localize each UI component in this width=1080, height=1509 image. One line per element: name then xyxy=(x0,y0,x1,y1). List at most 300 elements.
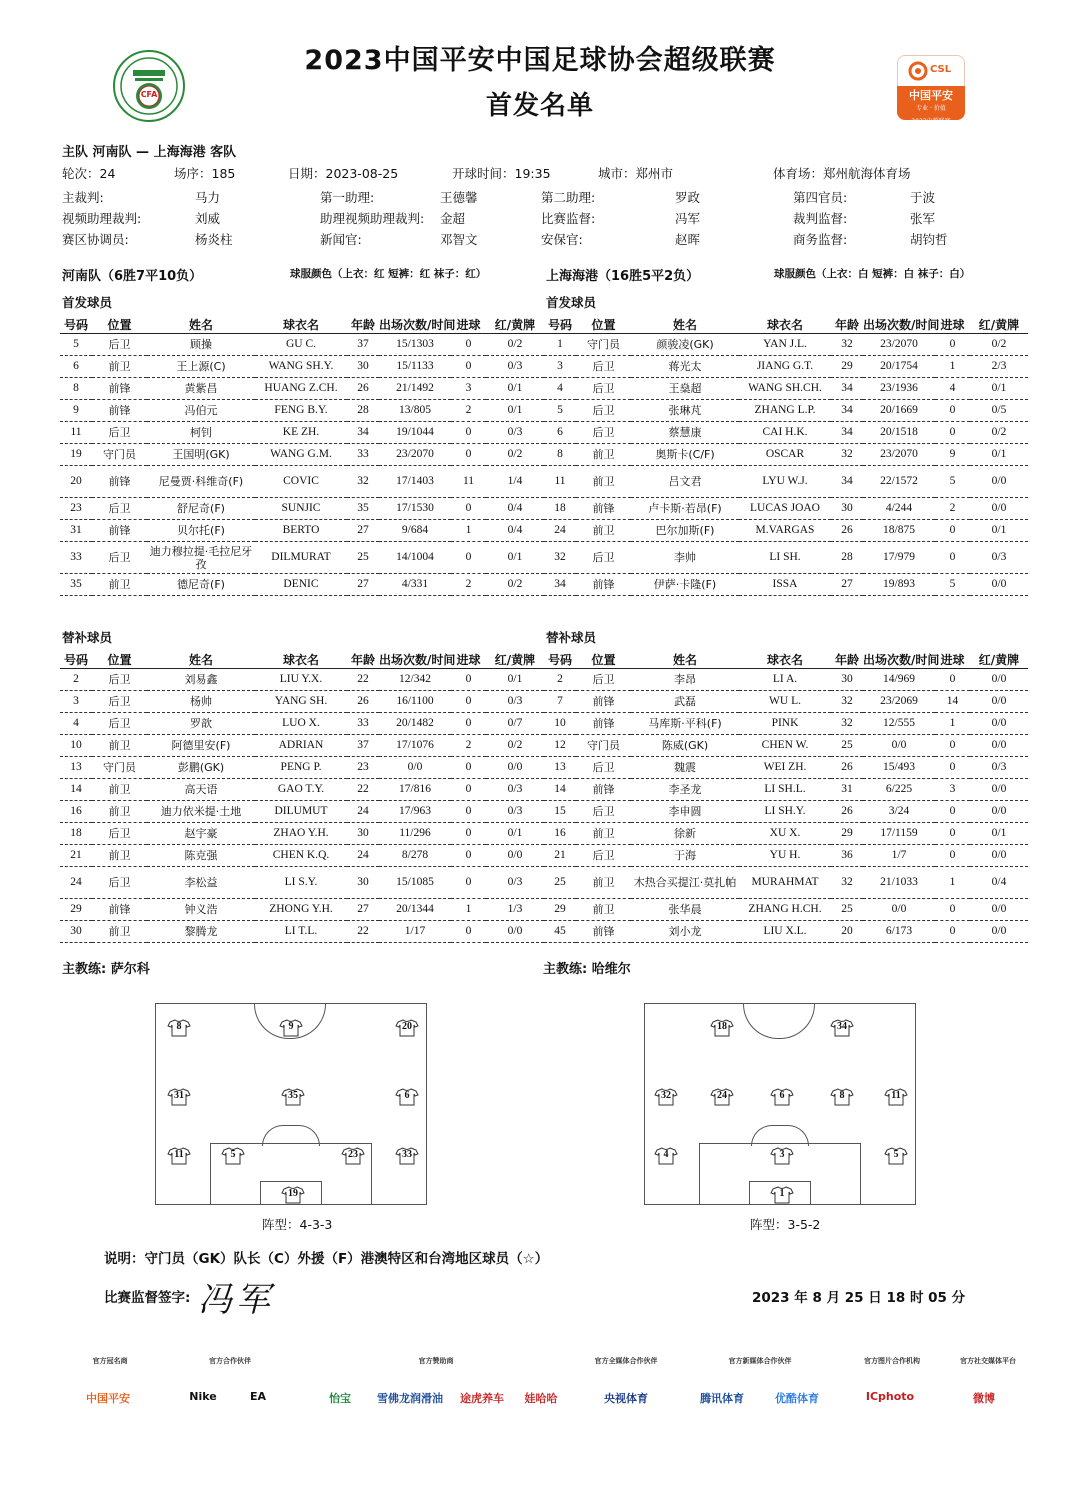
kickoff-time: 开球时间：19:35 xyxy=(452,166,551,181)
cell: 33 xyxy=(60,542,92,574)
table-row xyxy=(60,669,544,691)
cell: MURAHMAT xyxy=(739,867,831,899)
cell: 0 xyxy=(935,757,970,779)
cell: 陈克强 xyxy=(147,845,255,867)
column-header: 球衣名 xyxy=(255,651,347,669)
cell: 21 xyxy=(544,845,576,867)
cell: 27 xyxy=(347,899,379,921)
cell: 25 xyxy=(544,867,576,899)
sponsor-logo: 微博 xyxy=(973,1392,995,1405)
cell: 前卫 xyxy=(576,520,631,542)
table-row xyxy=(544,801,1028,823)
table-row xyxy=(60,735,544,757)
cell: 0/5 xyxy=(970,400,1028,422)
shirt-number: 23 xyxy=(348,1149,358,1160)
cell: 2 xyxy=(451,400,486,422)
cell: 8 xyxy=(60,378,92,400)
cell: 李帅 xyxy=(631,542,739,574)
cell: 前锋 xyxy=(576,498,631,520)
cell: 彭鹏(GK) xyxy=(147,757,255,779)
cell: 迪力穆拉提·毛拉尼牙孜 xyxy=(147,542,255,574)
cell: ADRIAN xyxy=(255,735,347,757)
cell: 前锋 xyxy=(576,779,631,801)
table-row xyxy=(544,735,1028,757)
officials-grid xyxy=(0,188,1080,252)
cell: 22 xyxy=(347,779,379,801)
cell: 0 xyxy=(451,334,486,356)
cell: 26 xyxy=(831,801,863,823)
cell: 奥斯卡(C/F) xyxy=(631,444,739,466)
player-shirt-icon xyxy=(280,1019,302,1037)
cell: 2 xyxy=(451,735,486,757)
shirt-number: 24 xyxy=(717,1090,727,1101)
cell: 1 xyxy=(544,334,576,356)
player-shirt-icon xyxy=(168,1019,190,1037)
cell: 32 xyxy=(831,444,863,466)
cell: 前锋 xyxy=(92,378,147,400)
shirt-number: 11 xyxy=(891,1090,901,1101)
cell: 张琳芃 xyxy=(631,400,739,422)
cell: 后卫 xyxy=(92,867,147,899)
cell: 后卫 xyxy=(576,422,631,444)
cell: 28 xyxy=(347,400,379,422)
cell: 守门员 xyxy=(92,757,147,779)
column-header: 年龄 xyxy=(347,651,379,669)
player-shirt-icon xyxy=(282,1088,304,1106)
cell: 李申圆 xyxy=(631,801,739,823)
cell: WEI ZH. xyxy=(739,757,831,779)
cell: 11 xyxy=(60,422,92,444)
cell: 前卫 xyxy=(576,899,631,921)
cell: BERTO xyxy=(255,520,347,542)
cell: 45 xyxy=(544,921,576,943)
cell: 后卫 xyxy=(576,542,631,574)
cell: 王燊超 xyxy=(631,378,739,400)
cell: 杨帅 xyxy=(147,691,255,713)
match-date: 日期：2023-08-25 xyxy=(288,166,399,181)
cell: 徐新 xyxy=(631,823,739,845)
cell: 前锋 xyxy=(576,921,631,943)
cell: 23 xyxy=(347,757,379,779)
cell: 1 xyxy=(935,713,970,735)
cell: 3 xyxy=(60,691,92,713)
official-role: 第一助理: xyxy=(320,190,375,205)
sponsor-logo: 优酷体育 xyxy=(775,1392,819,1405)
cell: 0 xyxy=(935,542,970,574)
cell: 15/493 xyxy=(863,757,935,779)
column-header: 位置 xyxy=(92,316,147,334)
cell: 柯钊 xyxy=(147,422,255,444)
cell: 0 xyxy=(451,498,486,520)
cell: 0 xyxy=(935,422,970,444)
cell: 后卫 xyxy=(576,757,631,779)
cell: 26 xyxy=(347,378,379,400)
cell: 0 xyxy=(451,444,486,466)
cell: 0/0 xyxy=(486,757,544,779)
table-row xyxy=(60,823,544,845)
cell: LI T.L. xyxy=(255,921,347,943)
cell: 1 xyxy=(935,356,970,378)
cell: 0/0 xyxy=(970,669,1028,691)
cell: 魏震 xyxy=(631,757,739,779)
cell: 1/7 xyxy=(863,845,935,867)
player-shirt-icon xyxy=(831,1088,853,1106)
cell: 26 xyxy=(831,520,863,542)
cell: 33 xyxy=(347,444,379,466)
table-row xyxy=(60,713,544,735)
cell: JIANG G.T. xyxy=(739,356,831,378)
cell: 5 xyxy=(935,466,970,498)
sign-time: 2023 年 8 月 25 日 18 时 05 分 xyxy=(752,1290,966,1306)
shirt-number: 34 xyxy=(837,1021,847,1032)
column-header: 姓名 xyxy=(147,651,255,669)
cell: 0/3 xyxy=(486,691,544,713)
player-shirt-icon xyxy=(885,1088,907,1106)
away-coach: 主教练: 哈维尔 xyxy=(543,962,631,977)
cell: 4 xyxy=(544,378,576,400)
column-header: 出场次数/时间 xyxy=(863,653,940,667)
official-name: 赵晖 xyxy=(675,232,701,247)
cell: 前卫 xyxy=(92,574,147,596)
shirt-number: 1 xyxy=(779,1188,785,1199)
table-row xyxy=(60,400,544,422)
cell: 0/3 xyxy=(970,542,1028,574)
player-shirt-icon xyxy=(168,1088,190,1106)
cell: 16 xyxy=(60,801,92,823)
home-team-record: 河南队（6胜7平10负） xyxy=(62,269,203,284)
cell: 0/1 xyxy=(486,542,544,574)
cell: 0/4 xyxy=(970,867,1028,899)
cell: 19/1044 xyxy=(379,422,451,444)
table-row xyxy=(544,823,1028,845)
official-role: 商务监督: xyxy=(793,232,848,247)
table-row xyxy=(544,899,1028,921)
cell: 20/1669 xyxy=(863,400,935,422)
cell: 0/1 xyxy=(970,444,1028,466)
cell: 赵宇豪 xyxy=(147,823,255,845)
cell: 15/1303 xyxy=(379,334,451,356)
shirt-number: 33 xyxy=(402,1149,412,1160)
cell: 24 xyxy=(347,801,379,823)
cell: 30 xyxy=(831,669,863,691)
cell: 5 xyxy=(60,334,92,356)
table-row xyxy=(60,691,544,713)
cell: 16/1100 xyxy=(379,691,451,713)
shirt-number: 8 xyxy=(176,1021,182,1032)
cell: 18 xyxy=(544,498,576,520)
cell: 17/1159 xyxy=(863,823,935,845)
cell: 7 xyxy=(544,691,576,713)
table-row xyxy=(544,378,1028,400)
cell: 21/1033 xyxy=(863,867,935,899)
table-row xyxy=(60,921,544,943)
column-header: 年龄 xyxy=(347,316,379,334)
cell: 0 xyxy=(935,334,970,356)
cell: 6 xyxy=(544,422,576,444)
sponsor-logo: 中国平安 xyxy=(86,1392,130,1405)
cell: 32 xyxy=(831,691,863,713)
cell: 0/0 xyxy=(970,466,1028,498)
cell: 前卫 xyxy=(576,466,631,498)
cell: 27 xyxy=(347,520,379,542)
cell: 20/1754 xyxy=(863,356,935,378)
cell: 34 xyxy=(831,466,863,498)
cell: 36 xyxy=(831,845,863,867)
cell: 35 xyxy=(347,498,379,520)
cell: 15/1133 xyxy=(379,356,451,378)
supervisor-signature: 冯军 xyxy=(198,1280,274,1320)
column-header: 号码 xyxy=(60,316,92,334)
table-row xyxy=(60,334,544,356)
cell: 0/1 xyxy=(970,520,1028,542)
page-subtitle: 首发名单 xyxy=(485,91,594,121)
table-row xyxy=(544,400,1028,422)
cell: 34 xyxy=(544,574,576,596)
cell: 前锋 xyxy=(92,520,147,542)
cell: 0/4 xyxy=(486,520,544,542)
cell: LI SH. xyxy=(739,542,831,574)
cell: 24 xyxy=(544,520,576,542)
column-header: 年龄 xyxy=(831,316,863,334)
away-formation-pitch xyxy=(644,1003,916,1205)
cell: LYU W.J. xyxy=(739,466,831,498)
cell: 后卫 xyxy=(576,378,631,400)
shirt-number: 4 xyxy=(663,1149,669,1160)
table-row xyxy=(544,334,1028,356)
cell: 13/805 xyxy=(379,400,451,422)
shirt-number: 9 xyxy=(288,1021,294,1032)
column-header: 球衣名 xyxy=(739,316,831,334)
official-role: 裁判监督: xyxy=(793,211,848,226)
cell: 0/0 xyxy=(970,845,1028,867)
cell: 0/0 xyxy=(970,921,1028,943)
cell: 23/2070 xyxy=(863,334,935,356)
cell: LIU Y.X. xyxy=(255,669,347,691)
cell: 22 xyxy=(347,921,379,943)
column-header: 球衣名 xyxy=(739,651,831,669)
cell: 6 xyxy=(60,356,92,378)
cell: 29 xyxy=(544,899,576,921)
cell: 37 xyxy=(347,334,379,356)
shirt-number: 19 xyxy=(288,1188,298,1199)
column-header: 红/黄牌 xyxy=(486,651,544,669)
sponsor-logo: Nike xyxy=(189,1390,217,1403)
cell: 1 xyxy=(935,867,970,899)
column-header: 出场次数/时间 xyxy=(379,653,456,667)
cell: 26 xyxy=(831,757,863,779)
shirt-number: 8 xyxy=(839,1090,845,1101)
cell: 德尼奇(F) xyxy=(147,574,255,596)
cell: 后卫 xyxy=(92,713,147,735)
player-shirt-icon xyxy=(222,1147,244,1165)
column-header: 姓名 xyxy=(631,651,739,669)
cell: 0 xyxy=(935,669,970,691)
cell: 0/0 xyxy=(970,779,1028,801)
cell: 陈威(GK) xyxy=(631,735,739,757)
cell: 25 xyxy=(831,735,863,757)
cell: 21/1492 xyxy=(379,378,451,400)
home-coach: 主教练: 萨尔科 xyxy=(62,962,150,977)
player-shirt-icon xyxy=(885,1147,907,1165)
cell: 23/2070 xyxy=(863,444,935,466)
player-shirt-icon xyxy=(831,1019,853,1037)
cell: 35 xyxy=(60,574,92,596)
cell: 黄紫昌 xyxy=(147,378,255,400)
sponsor-logo: 途虎养车 xyxy=(460,1392,504,1405)
cell: 李松益 xyxy=(147,867,255,899)
sponsor-category-row xyxy=(0,1356,1080,1370)
table-row xyxy=(60,899,544,921)
cell: 0/2 xyxy=(486,574,544,596)
table-row xyxy=(60,542,544,574)
cell: 23/2069 xyxy=(863,691,935,713)
official-role: 赛区协调员: xyxy=(62,232,129,247)
table-row xyxy=(60,520,544,542)
cell: 后卫 xyxy=(92,422,147,444)
cell: 前卫 xyxy=(576,867,631,899)
cell: 0 xyxy=(451,691,486,713)
cell: PINK xyxy=(739,713,831,735)
cell: 0/2 xyxy=(486,444,544,466)
column-header: 进球 xyxy=(935,651,970,669)
cell: 2 xyxy=(935,498,970,520)
table-row xyxy=(544,921,1028,943)
cell: 尼曼贾·科维奇(F) xyxy=(147,466,255,498)
cell: 贝尔托(F) xyxy=(147,520,255,542)
cell: LUO X. xyxy=(255,713,347,735)
official-role: 新闻官: xyxy=(320,232,362,247)
cell: 0/0 xyxy=(970,691,1028,713)
table-row xyxy=(60,757,544,779)
shirt-number: 35 xyxy=(288,1090,298,1101)
cell: 5 xyxy=(935,574,970,596)
cell: 3/24 xyxy=(863,801,935,823)
cell: FENG B.Y. xyxy=(255,400,347,422)
cell: 17/1076 xyxy=(379,735,451,757)
cell: 13 xyxy=(60,757,92,779)
player-shirt-icon xyxy=(771,1088,793,1106)
cell: 15 xyxy=(544,801,576,823)
cell: 1/4 xyxy=(486,466,544,498)
column-header: 出场次数/时间 xyxy=(379,318,456,332)
cell: KE ZH. xyxy=(255,422,347,444)
sponsor-category: 官方冠名商 xyxy=(92,1357,128,1365)
cell: 前锋 xyxy=(92,400,147,422)
penalty-arc xyxy=(751,1125,809,1146)
cell: 巴尔加斯(F) xyxy=(631,520,739,542)
cell: 24 xyxy=(347,845,379,867)
table-row xyxy=(544,779,1028,801)
column-header: 进球 xyxy=(935,316,970,334)
cell: 9 xyxy=(60,400,92,422)
cell: 伊萨·卡隆(F) xyxy=(631,574,739,596)
cell: 后卫 xyxy=(92,669,147,691)
penalty-arc xyxy=(262,1125,320,1146)
cell: 蔡慧康 xyxy=(631,422,739,444)
cell: 后卫 xyxy=(576,801,631,823)
cell: 23 xyxy=(60,498,92,520)
center-circle xyxy=(743,1003,815,1039)
cell: 20/1344 xyxy=(379,899,451,921)
cell: 11 xyxy=(451,466,486,498)
cell: 后卫 xyxy=(576,356,631,378)
cell: 0 xyxy=(451,713,486,735)
table-row xyxy=(544,845,1028,867)
cell: 马库斯·平科(F) xyxy=(631,713,739,735)
player-shirt-icon xyxy=(655,1147,677,1165)
cell: 0 xyxy=(451,669,486,691)
sponsor-logo: 娃哈哈 xyxy=(524,1392,558,1405)
cell: 黎腾龙 xyxy=(147,921,255,943)
player-shirt-icon xyxy=(396,1088,418,1106)
cell: 守门员 xyxy=(92,444,147,466)
official-name: 胡钧哲 xyxy=(910,232,948,247)
cell: ZHANG L.P. xyxy=(739,400,831,422)
cell: 0/1 xyxy=(486,378,544,400)
cell: 0 xyxy=(451,422,486,444)
cell: 32 xyxy=(347,466,379,498)
cell: GAO T.Y. xyxy=(255,779,347,801)
cell: CHEN W. xyxy=(739,735,831,757)
cell: 蒋光太 xyxy=(631,356,739,378)
cell: 1 xyxy=(451,899,486,921)
player-shirt-icon xyxy=(655,1088,677,1106)
cell: 9/684 xyxy=(379,520,451,542)
cell: 11/296 xyxy=(379,823,451,845)
shirt-number: 3 xyxy=(779,1149,785,1160)
cell: HUANG Z.CH. xyxy=(255,378,347,400)
cell: 25 xyxy=(347,542,379,574)
official-name: 杨炎柱 xyxy=(195,232,233,247)
cell: 27 xyxy=(831,574,863,596)
cell: 29 xyxy=(60,899,92,921)
sponsor-logo: 怡宝 xyxy=(329,1392,351,1405)
cell: 17/816 xyxy=(379,779,451,801)
official-name: 王德馨 xyxy=(440,190,478,205)
home-kit-colors: 球服颜色（上衣：红 短裤：红 袜子：红） xyxy=(290,268,487,280)
round: 轮次：24 xyxy=(62,166,116,181)
cell: DILMURAT xyxy=(255,542,347,574)
column-header: 球衣名 xyxy=(255,316,347,334)
cell: 舒尼奇(F) xyxy=(147,498,255,520)
cell: 21 xyxy=(60,845,92,867)
cell: 王上源(C) xyxy=(147,356,255,378)
cell: 3 xyxy=(935,779,970,801)
cell: WANG SH.Y. xyxy=(255,356,347,378)
cell: 罗歆 xyxy=(147,713,255,735)
cell: 刘小龙 xyxy=(631,921,739,943)
cell: 20/1518 xyxy=(863,422,935,444)
cell: 20 xyxy=(60,466,92,498)
cell: 33 xyxy=(347,713,379,735)
cell: DILUMUT xyxy=(255,801,347,823)
shirt-number: 5 xyxy=(893,1149,899,1160)
cell: 14/1004 xyxy=(379,542,451,574)
away-starters-label: 首发球员 xyxy=(546,295,597,310)
cell: 0/2 xyxy=(486,334,544,356)
column-header: 红/黄牌 xyxy=(970,651,1028,669)
cell: 后卫 xyxy=(92,823,147,845)
sponsor-category: 官方全媒体合作伙伴 xyxy=(594,1357,658,1365)
cell: 30 xyxy=(831,498,863,520)
table-row xyxy=(544,757,1028,779)
cell: SUNJIC xyxy=(255,498,347,520)
cell: 0 xyxy=(451,801,486,823)
shirt-number: 20 xyxy=(402,1021,412,1032)
cell: 27 xyxy=(347,574,379,596)
cell: 颜骏凌(GK) xyxy=(631,334,739,356)
cell: 顾操 xyxy=(147,334,255,356)
